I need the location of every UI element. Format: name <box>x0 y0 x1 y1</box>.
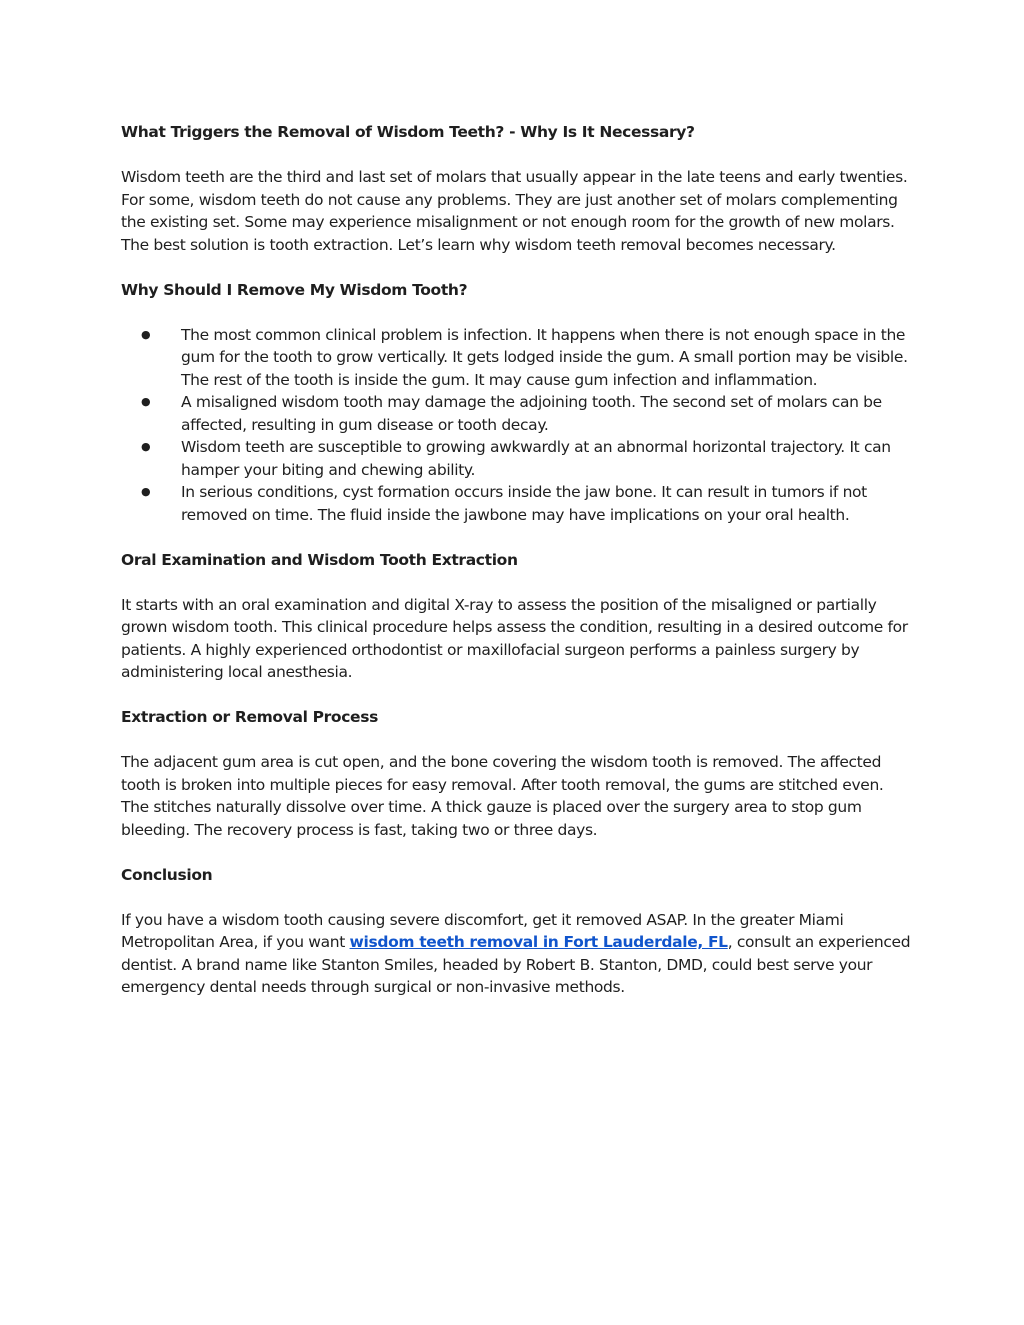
document-page <box>121 121 911 1021</box>
conclusion-text-after: , consult an experienced dentist. A brand name like Stanton Smiles, headed by Robert B. Stanton, DMD, could best serve your emergency dental needs through surgical or non-invasive methods. <box>121 933 911 996</box>
section-heading-conclusion: Conclusion <box>121 865 213 884</box>
list-item-text: A misaligned wisdom tooth may damage the adjoining tooth. The second set of molars can be affected, resulting in gum disease or tooth decay. <box>181 393 882 434</box>
conclusion-text-before: If you have a wisdom tooth causing severe discomfort, get it removed ASAP. In the greater Miami Metropolitan Area, if you want <box>121 910 844 951</box>
reasons-list <box>121 324 911 527</box>
list-item-text: In serious conditions, cyst formation occurs inside the jaw bone. It can result in tumors if not removed on time. The fluid inside the jawbone may have implications on your oral health. <box>181 483 867 524</box>
list-item <box>121 391 911 436</box>
conclusion-paragraph <box>121 909 911 999</box>
oral-exam-paragraph: It starts with an oral examination and digital X-ray to assess the position of the misaligned or partially grown wisdom tooth. This clinical procedure helps assess the condition, resulting in a desired outcome for patients. A highly experienced orthodontist or maxillofacial surgeon performs a painless surgery by administering local anesthesia. <box>121 595 908 681</box>
list-item <box>121 481 911 526</box>
extraction-paragraph: The adjacent gum area is cut open, and the bone covering the wisdom tooth is removed. The affected tooth is broken into multiple pieces for easy removal. After tooth removal, the gums are stitched even. The stitches naturally dissolve over time. A thick gauze is placed over the surgery area to stop gum bleeding. The recovery process is fast, taking two or three days. <box>121 753 884 839</box>
section-heading-why-remove: Why Should I Remove My Wisdom Tooth? <box>121 280 468 299</box>
bullet-icon: ● <box>141 327 151 341</box>
bullet-icon: ● <box>141 440 151 453</box>
intro-paragraph: Wisdom teeth are the third and last set of molars that usually appear in the late teens and early twenties. For some, wisdom teeth do not cause any problems. They are just another set of molars complementing the existing set. Some may experience misalignment or not enough room for the growth of new molars. The best solution is tooth extraction. Let’s learn why wisdom teeth removal becomes necessary. <box>121 168 908 254</box>
section-heading-extraction: Extraction or Removal Process <box>121 708 378 726</box>
bullet-icon: ● <box>141 395 151 408</box>
document-title: What Triggers the Removal of Wisdom Teeth? - Why Is It Necessary? <box>121 123 695 141</box>
section-heading-oral-exam: Oral Examination and Wisdom Tooth Extraction <box>121 550 518 569</box>
bullet-icon: ● <box>141 485 151 498</box>
fort-lauderdale-link[interactable]: wisdom teeth removal in Fort Lauderdale, FL <box>349 933 728 951</box>
list-item-text: The most common clinical problem is infection. It happens when there is not enough space in the gum for the tooth to grow vertically. It gets lodged inside the gum. A small portion may be visible. The rest of the tooth is inside the gum. It may cause gum infection and inflammation. <box>181 325 908 389</box>
list-item-text: Wisdom teeth are susceptible to growing awkwardly at an abnormal horizontal trajectory. It can hamper your biting and chewing ability. <box>181 438 891 479</box>
list-item <box>121 436 911 481</box>
list-item <box>121 324 911 392</box>
